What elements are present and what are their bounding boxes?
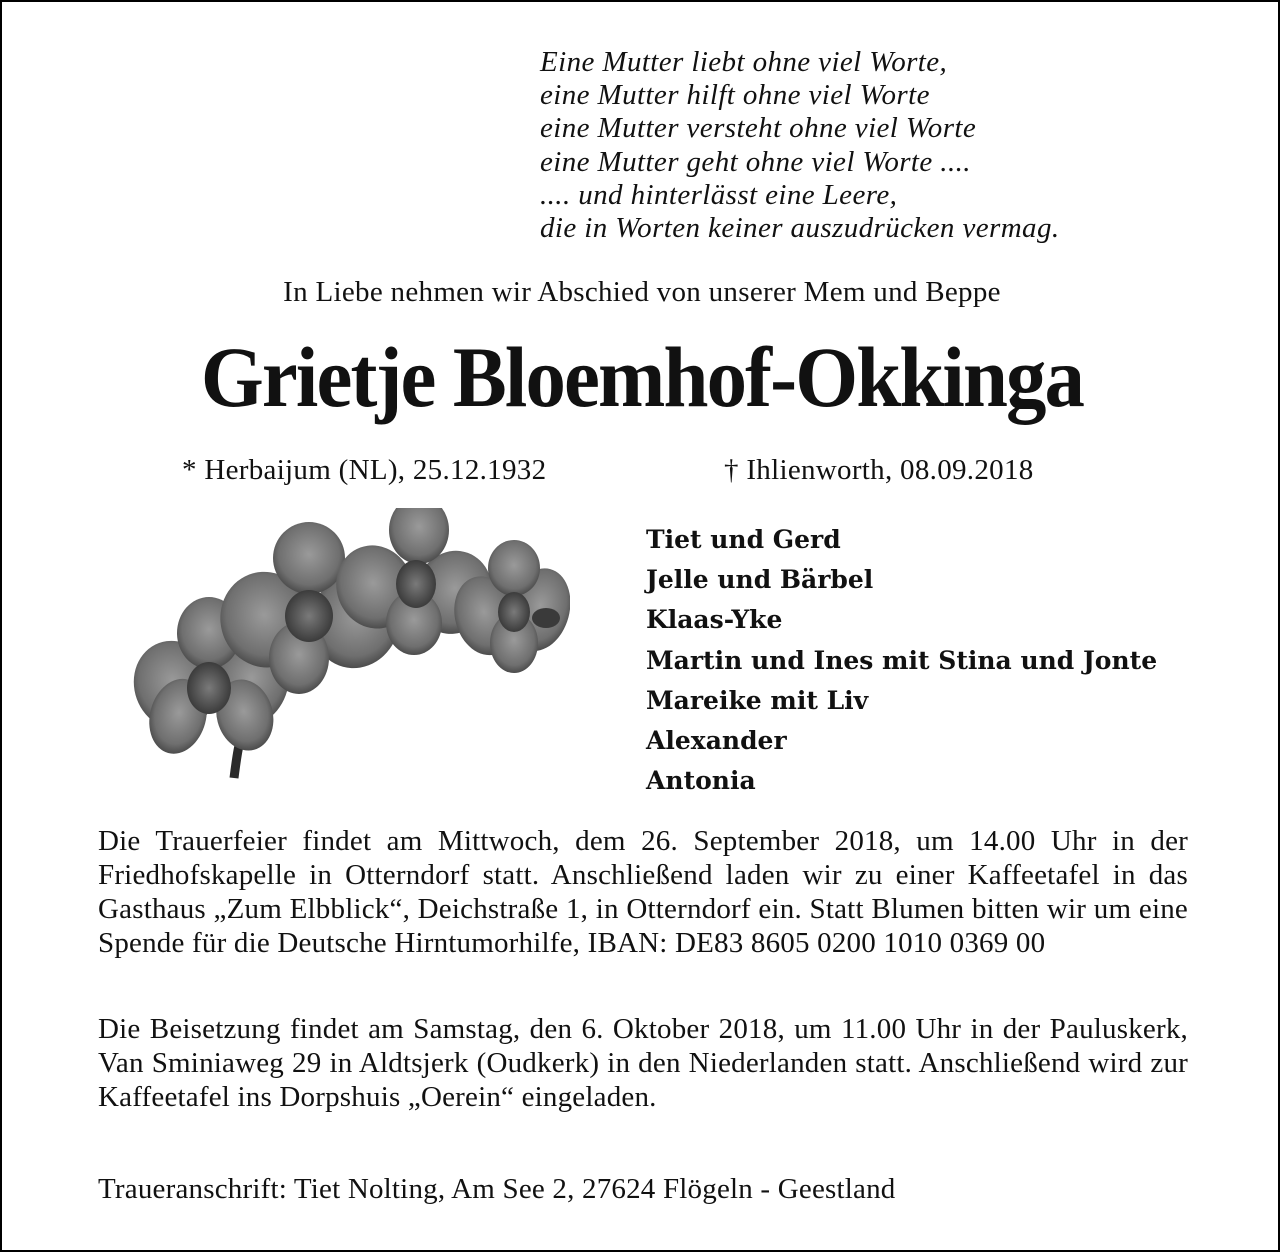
burial-paragraph: Die Beisetzung findet am Samstag, den 6. Oktober 2018, um 11.00 Uhr in der Pauluskerk, Van Sminiaweg 29 in Aldtsjerk (Oudkerk) in den Niederlanden statt. Anschließend wird zur Kaffeetafel ins Dorpshuis „Oerein“ eingeladen. [98,1013,1188,1113]
poem-line: die in Worten keiner auszudrücken vermag. [540,212,1060,245]
poem-line: eine Mutter geht ohne viel Worte .... [540,145,971,178]
mourner-item: Mareike mit Liv [646,685,869,715]
mourner-item: Klaas-Yke [646,605,783,635]
mourner-item: Tiet und Gerd [646,525,841,554]
orchid-image [114,508,570,780]
mourners-list [646,520,1157,801]
funeral-paragraph: Die Trauerfeier findet am Mittwoch, dem 26. September 2018, um 14.00 Uhr in der Friedhofskapelle in Otterndorf statt. Anschließend laden wir zu einer Kaffeetafel in das Gasthaus „Zum Elbblick“, Deichstraße 1, in Otterndorf ein. Statt Blumen bitten wir um eine Spende für die Deutsche Hirntumorhilfe, IBAN: DE83 8605 0200 1010 0369 00 [98,825,1188,959]
poem-line: .... und hinterlässt eine Leere, [540,178,898,211]
poem-line: eine Mutter hilft ohne viel Worte [540,79,930,112]
mourner-item: Antonia [646,766,756,796]
intro-text: In Liebe nehmen wir Abschied von unserer Mem und Beppe [283,276,1001,308]
mourner-item: Alexander [646,726,787,756]
poem [540,46,1060,245]
mourner-item: Jelle und Bärbel [646,565,874,595]
mourning-address: Traueranschrift: Tiet Nolting, Am See 2, 27624 Flögeln - Geestland [98,1173,896,1205]
poem-line: eine Mutter versteht ohne viel Worte [540,112,977,145]
deceased-name: Grietje Bloemhof-Okkinga [200,329,1084,425]
mourner-item: Martin und Ines mit Stina und Jonte [646,645,1158,675]
birth-info: * Herbaijum (NL), 25.12.1932 [182,454,547,486]
death-info: † Ihlienworth, 08.09.2018 [724,454,1034,486]
poem-line: Eine Mutter liebt ohne viel Worte, [540,46,948,78]
